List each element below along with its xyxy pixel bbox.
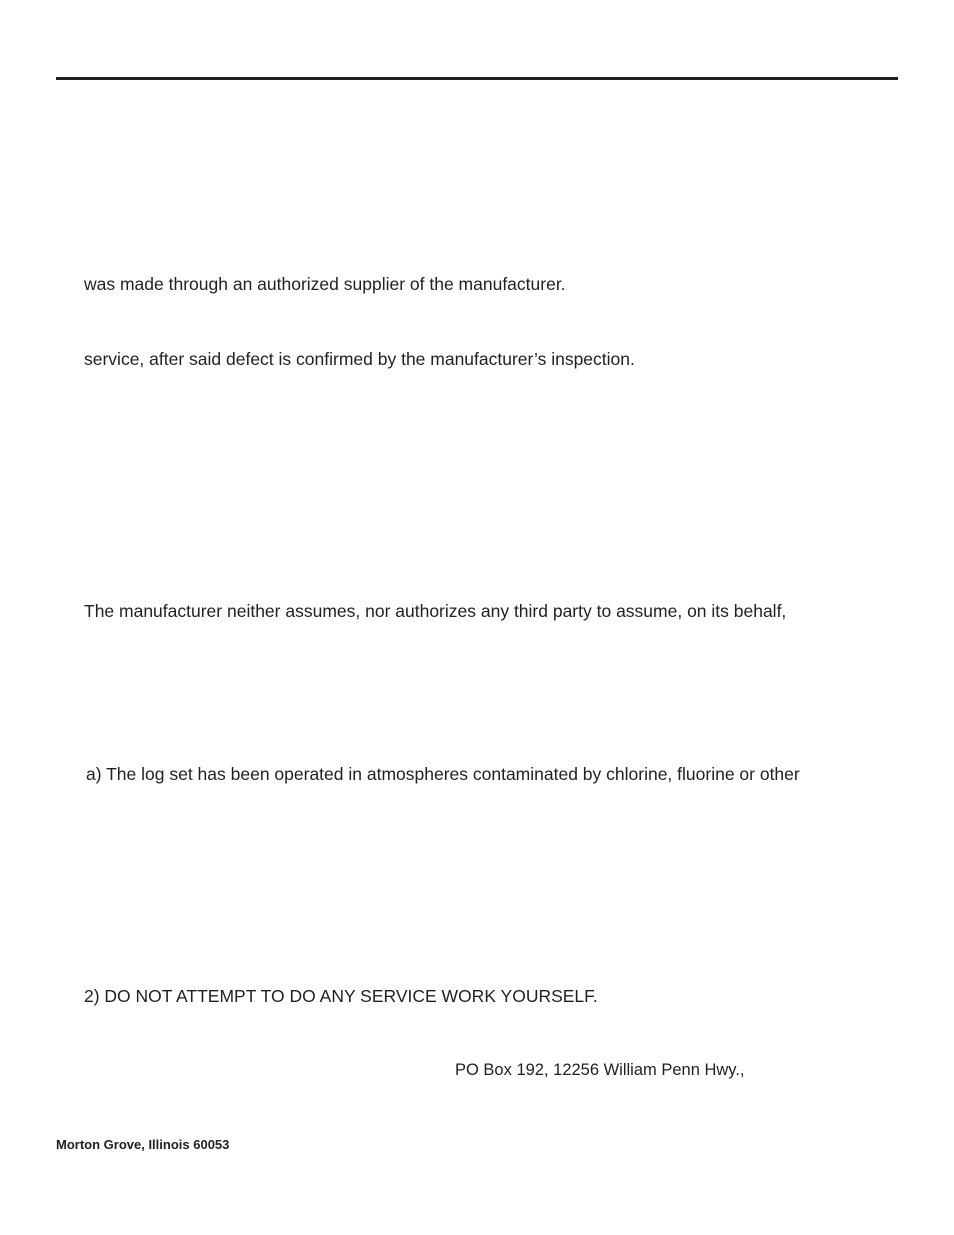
warranty-text-line: was made through an authorized supplier of the manufacturer. bbox=[84, 274, 566, 294]
warranty-exclusion-item: a) The log set has been operated in atmospheres contaminated by chlorine, fluorine or other bbox=[86, 764, 800, 784]
warranty-text-line: service, after said defect is confirmed by the manufacturer’s inspection. bbox=[84, 349, 635, 369]
warranty-text-line: The manufacturer neither assumes, nor authorizes any third party to assume, on its behalf, bbox=[84, 601, 787, 621]
address-line: PO Box 192, 12256 William Penn Hwy., bbox=[455, 1061, 745, 1079]
service-warning: 2) DO NOT ATTEMPT TO DO ANY SERVICE WORK YOURSELF. bbox=[84, 986, 598, 1006]
footer-location: Morton Grove, Illinois 60053 bbox=[56, 1137, 230, 1152]
header-rule bbox=[56, 77, 898, 80]
